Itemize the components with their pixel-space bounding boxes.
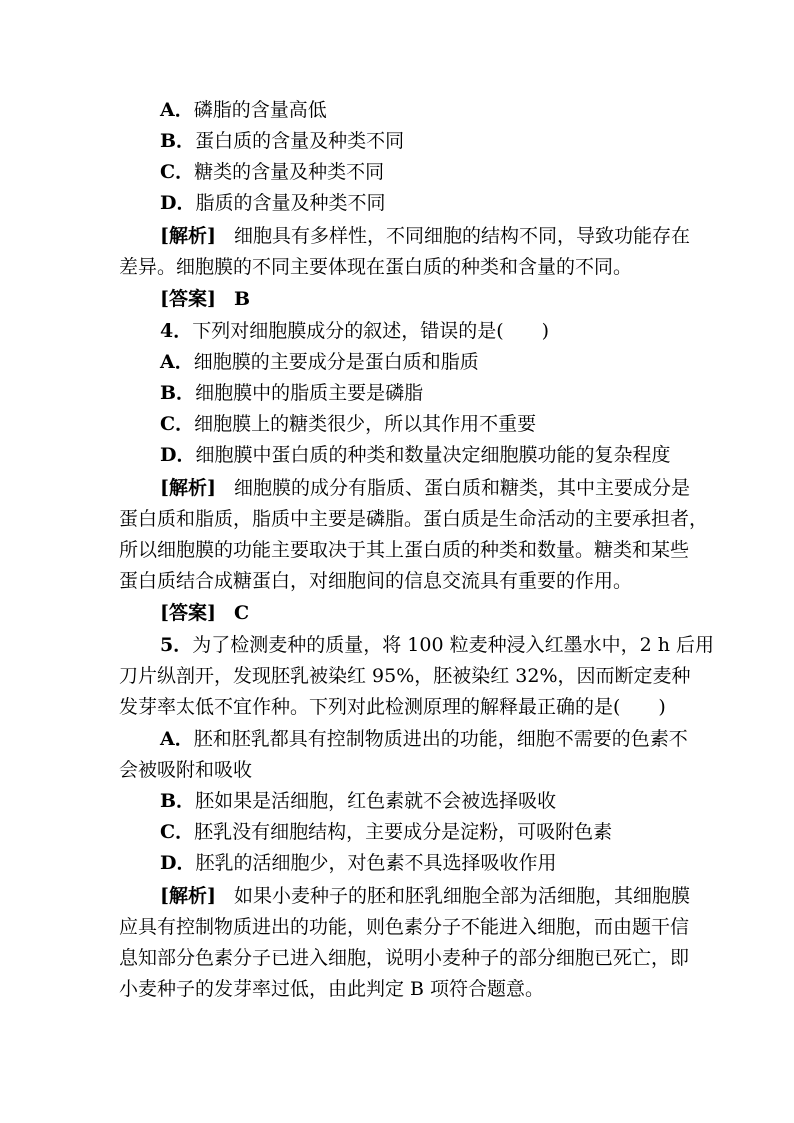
q4-analysis-line-3: 所以细胞膜的功能主要取决于其上蛋白质的种类和数量。糖类和某些 [119,539,690,561]
q5-option-a-text-1: 胚和胚乳都具有控制物质进出的功能，细胞不需要的色素不 [193,728,688,750]
q5-stem-line-3: 发芽率太低不宜作种。下列对此检测原理的解释最正确的是( ) [119,696,666,718]
q4-analysis-tag: [解析] [160,477,216,499]
q5-option-b-letter: B． [160,790,196,812]
q3-option-b [160,129,404,153]
q4-answer [160,601,249,625]
q4-option-d [160,443,671,467]
q5-number: 5． [160,634,193,656]
q4-option-b-letter: B． [160,382,196,404]
q5-option-c [160,820,612,844]
q3-option-c-letter: C． [160,161,195,183]
q4-number: 4． [160,320,193,342]
q4-option-a [160,350,479,374]
q5-option-a-line-1 [160,727,688,751]
q5-option-a-line-2: 会被吸附和吸收 [119,759,253,781]
q4-answer-value: C [233,602,250,624]
q4-option-c-text: 细胞膜上的糖类很少，所以其作用不重要 [194,413,537,435]
q5-analysis-line-3: 息知部分色素分子已进入细胞，说明小麦种子的部分细胞已死亡，即 [119,947,690,969]
q4-option-a-letter: A． [160,351,194,373]
q5-option-b-text: 胚如果是活细胞，红色素就不会被选择吸收 [195,790,557,812]
q3-answer [160,287,250,311]
q5-analysis-text-1: 如果小麦种子的胚和胚乳细胞全部为活细胞，其细胞膜 [233,885,690,907]
q3-analysis-line-1 [160,224,690,248]
q3-option-a [160,98,327,122]
q5-analysis-tag: [解析] [160,885,216,907]
q3-option-c-text: 糖类的含量及种类不同 [194,161,385,183]
q4-answer-tag: [答案] [160,602,216,624]
q4-option-c [160,412,536,436]
q5-analysis-line-2: 应具有控制物质进出的功能，则色素分子不能进入细胞，而由题干信 [119,916,690,938]
q3-answer-value: B [233,288,251,310]
q4-analysis-line-2: 蛋白质和脂质，脂质中主要是磷脂。蛋白质是生命活动的主要承担者， [119,508,709,530]
q3-option-b-letter: B． [160,130,196,152]
q5-analysis-line-4: 小麦种子的发芽率过低，由此判定 B 项符合题意。 [119,978,545,1000]
q4-stem-text: 下列对细胞膜成分的叙述，错误的是( ) [192,320,550,342]
q3-option-b-text: 蛋白质的含量及种类不同 [195,130,405,152]
q5-stem-line-2: 刀片纵剖开，发现胚乳被染红 95%，胚被染红 32%，因而断定麦种 [119,665,691,687]
q5-option-b [160,789,556,813]
q5-option-a-letter: A． [160,728,194,750]
q4-analysis-line-4: 蛋白质结合成糖蛋白，对细胞间的信息交流具有重要的作用。 [119,570,633,592]
q4-option-b-text: 细胞膜中的脂质主要是磷脂 [195,382,424,404]
q4-option-c-letter: C． [160,413,195,435]
q3-analysis-line-2: 差异。细胞膜的不同主要体现在蛋白质的种类和含量的不同。 [119,256,633,278]
q5-analysis-line-1 [160,884,690,908]
q3-option-c [160,160,384,184]
q5-option-d [160,851,557,875]
q4-analysis-line-1 [160,476,690,500]
q4-stem [160,319,549,343]
q4-analysis-text-1: 细胞膜的成分有脂质、蛋白质和糖类，其中主要成分是 [233,477,690,499]
q5-option-d-letter: D． [160,852,196,874]
q4-option-a-text: 细胞膜的主要成分是蛋白质和脂质 [193,351,479,373]
q4-option-b [160,381,423,405]
q5-stem-line-1 [160,633,714,657]
q3-analysis-text-1: 细胞具有多样性，不同细胞的结构不同，导致功能存在 [233,225,690,247]
q3-option-d-text: 脂质的含量及种类不同 [195,192,386,214]
q5-option-c-letter: C． [160,821,195,843]
q4-option-d-text: 细胞膜中蛋白质的种类和数量决定细胞膜功能的复杂程度 [195,444,671,466]
q5-option-c-text: 胚乳没有细胞结构，主要成分是淀粉，可吸附色素 [194,821,613,843]
q5-stem-text-1: 为了检测麦种的质量，将 100 粒麦种浸入红墨水中，2 h 后用 [192,634,714,656]
q3-option-a-letter: A． [160,99,194,121]
q3-option-a-text: 磷脂的含量高低 [193,99,327,121]
q4-option-d-letter: D． [160,444,196,466]
q5-option-d-text: 胚乳的活细胞少，对色素不具选择吸收作用 [195,852,557,874]
q3-analysis-tag: [解析] [160,225,216,247]
q3-option-d [160,191,386,215]
q3-answer-tag: [答案] [160,288,216,310]
q3-option-d-letter: D． [160,192,196,214]
